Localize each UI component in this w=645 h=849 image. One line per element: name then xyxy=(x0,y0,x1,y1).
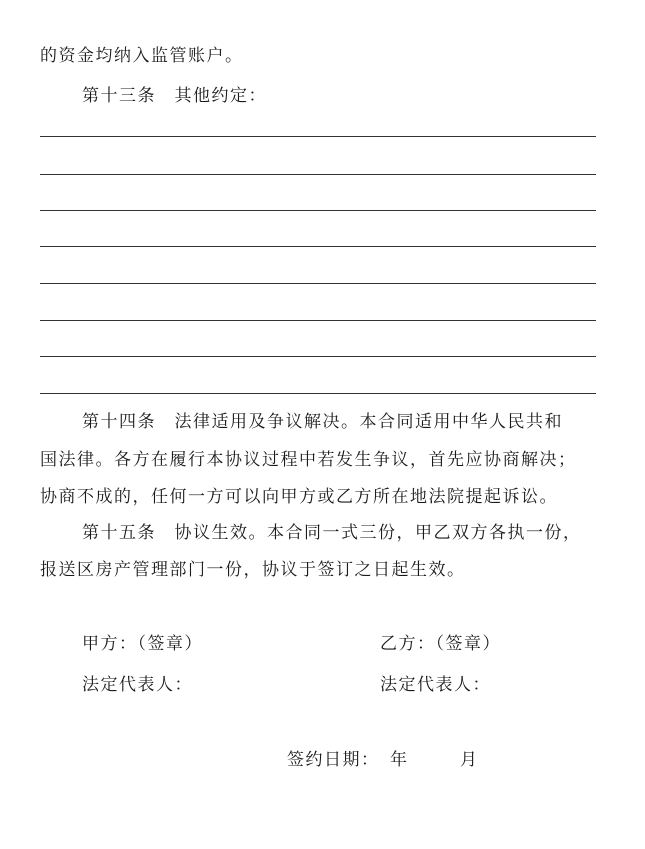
blank-line xyxy=(40,246,596,247)
signing-date-month: 月 xyxy=(460,750,479,770)
party-b-seal: 乙方：（签章） xyxy=(380,634,501,654)
continuation-text: 的资金均纳入监管账户。 xyxy=(40,46,244,66)
blank-line xyxy=(40,174,596,175)
article-13-heading: 第十三条 其他约定： xyxy=(82,86,267,106)
blank-line xyxy=(40,283,596,284)
blank-line xyxy=(40,210,596,211)
article-14-line-2: 国法律。各方在履行本协议过程中若发生争议，首先应协商解决； xyxy=(40,450,577,470)
party-a-representative: 法定代表人： xyxy=(82,675,193,695)
blank-line xyxy=(40,356,596,357)
blank-line xyxy=(40,393,596,394)
article-15-line-1: 第十五条 协议生效。本合同一式三份，甲乙双方各执一份， xyxy=(82,523,582,543)
party-b-representative: 法定代表人： xyxy=(380,675,491,695)
signing-date-label: 签约日期： xyxy=(287,750,380,770)
blank-line xyxy=(40,320,596,321)
article-15-line-2: 报送区房产管理部门一份，协议于签订之日起生效。 xyxy=(40,560,466,580)
article-14-line-3: 协商不成的，任何一方可以向甲方或乙方所在地法院提起诉讼。 xyxy=(40,487,558,507)
signing-date-year: 年 xyxy=(390,750,409,770)
blank-line xyxy=(40,136,596,137)
article-14-line-1: 第十四条 法律适用及争议解决。本合同适用中华人民共和 xyxy=(82,412,563,432)
party-a-seal: 甲方：（签章） xyxy=(82,634,203,654)
